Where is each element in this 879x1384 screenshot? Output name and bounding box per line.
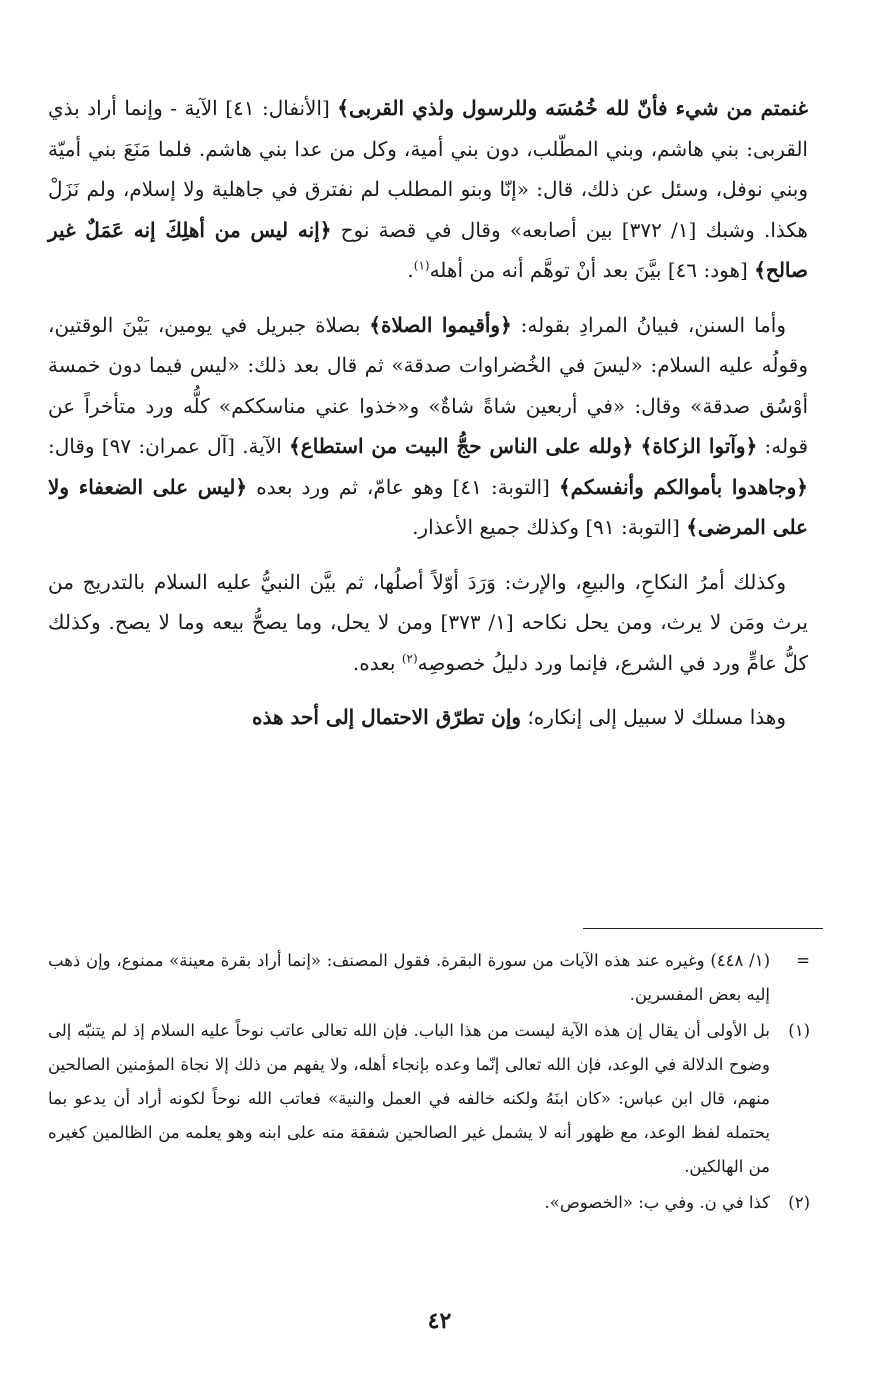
footnote-separator xyxy=(583,928,823,929)
quran-quote: ﴿إنه ليس من أهلِكَ إنه عَمَلٌ غير صالح﴾ xyxy=(48,217,808,282)
footnote-text: بل الأولى أن يقال إن هذه الآية ليست من هذا الباب. فإن الله تعالى عاتب نوحاً عليه السلام إذ لم يتنبّه إلى وضوح الدلالة في الوعد، فإن الله تعالى إنّما وعده بإنجاء أهله، ولا يفهم من ذلك إلا نجاة المؤمنين الصالحين منهم، قال ابن عباس: «كان ابنَهُ ولكنه خالفه في العمل والنية» فعاتب الله نوحاً لكونه أراد أن يدعو بما يحتمله لفظ الوعد، مع ظهور أنه لا يشمل غير الصالحين شفقة منه على ابنه وهو يعلمه من الظالمين كغيره من الهالكين. xyxy=(48,1021,770,1176)
footnote-text: (١/ ٤٤٨) وغيره عند هذه الآيات من سورة البقرة. فقول المصنف: «إنما أراد بقرة معينة» ممنوع، وإن ذهب إليه بعض المفسرين. xyxy=(48,951,770,1004)
footnote-mark: (٢) xyxy=(788,1193,810,1212)
quran-quote: ﴿ولله على الناس حجُّ البيت من استطاع﴾ xyxy=(289,434,634,458)
paragraph-text: وأما السنن، فبيانُ المرادِ بقوله: xyxy=(511,312,786,337)
paragraph-1 xyxy=(48,88,808,291)
paragraph-text: وهذا مسلك لا سبيل إلى إنكاره؛ xyxy=(521,705,786,729)
footnotes xyxy=(48,944,810,1222)
paragraph-text: . xyxy=(407,258,414,282)
footnote-mark: = xyxy=(796,951,810,970)
paragraph-text: بعده. xyxy=(352,650,402,675)
quran-quote: ﴿وجاهدوا بأموالكم وأنفسكم﴾ xyxy=(558,474,809,499)
paragraph-text-bold: وإن تطرّق الاحتمال إلى أحد هذه xyxy=(252,705,522,729)
paragraph-text: الآية. [آل عمران: ٩٧] وقال: xyxy=(48,434,290,458)
footnote-ref-1[interactable]: (١) xyxy=(413,258,430,273)
quran-quote: ﴿ليس على الضعفاء ولا على المرضى﴾ xyxy=(48,474,808,539)
footnote-text: كذا في ن. وفي ب: «الخصوص». xyxy=(544,1193,770,1212)
paragraph-text: [هود: ٤٦] بيَّنَ بعد أنْ توهَّم أنه من أهله xyxy=(429,258,755,282)
paragraph-text: [التوبة: ٤١] وهو عامّ، ثم ورد بعده xyxy=(247,474,559,499)
footnote-continued xyxy=(48,944,810,1012)
page-number: ٤٢ xyxy=(427,1308,452,1334)
footnote-mark: (١) xyxy=(788,1021,810,1040)
paragraph-text: بصلاة جبريل في يومين، بَيْنَ الوقتين، وقولُه عليه السلام: «ليسَ في الخُضراوات صدقة» ثم قال بعد ذلك: «ليس فيما دون خمسة أوْسُق صدقة» وقال: «في أربعين شاةً شاةٌ» و«خذوا عني مناسككم» كلُّه ورد متأخراً عن قوله: xyxy=(48,312,809,458)
quran-quote: غنمتم من شيء فأنّ لله خُمُسَه وللرسول ولذي القربى﴾ xyxy=(337,96,809,120)
main-text xyxy=(48,88,808,752)
footnote-1 xyxy=(48,1014,810,1184)
paragraph-text: [التوبة: ٩١] وكذلك جميع الأعذار. xyxy=(412,515,687,539)
quran-quote: ﴿وأقيموا الصلاة﴾ xyxy=(369,312,512,337)
paragraph-text xyxy=(633,434,640,458)
quran-quote: ﴿وآتوا الزكاة﴾ xyxy=(640,434,758,458)
paragraph-2 xyxy=(48,305,808,548)
paragraph-4 xyxy=(48,697,808,738)
footnote-ref-2[interactable]: (٢) xyxy=(401,650,418,665)
paragraph-text: وكذلك أمرُ النكاحِ، والبيعِ، والإرث: وَرَدَ أوّلاً أصلُها، ثم بيَّن النبيُّ عليه السلام بالتدريج من يرث ومَن لا يرث، ومن يحل نكاحه [١/ ٣٧٣] ومن لا يحل، وما يصحُّ بيعه وما لا يصح. وكذلك كلُّ عامٍّ ورد في الشرع، فإنما ورد دليلُ خصوصِه xyxy=(48,569,808,675)
paragraph-3 xyxy=(48,562,808,684)
footnote-2 xyxy=(48,1186,810,1220)
paragraph-text: [الأنفال: ٤١] الآية - وإنما أراد بذي القربى: بني هاشم، وبني المطّلب، دون بني أمية، وكل من عدا بني هاشم. فلما مَنَعَ بني أميّة وبني نوفل، وسئل عن ذلك، قال: «إنّا وبنو المطلب لم نفترق في جاهلية ولا إسلام، ولم نَزَلْ هكذا. وشبك [١/ ٣٧٢] بين أصابعه» وقال في قصة نوح xyxy=(48,96,808,242)
